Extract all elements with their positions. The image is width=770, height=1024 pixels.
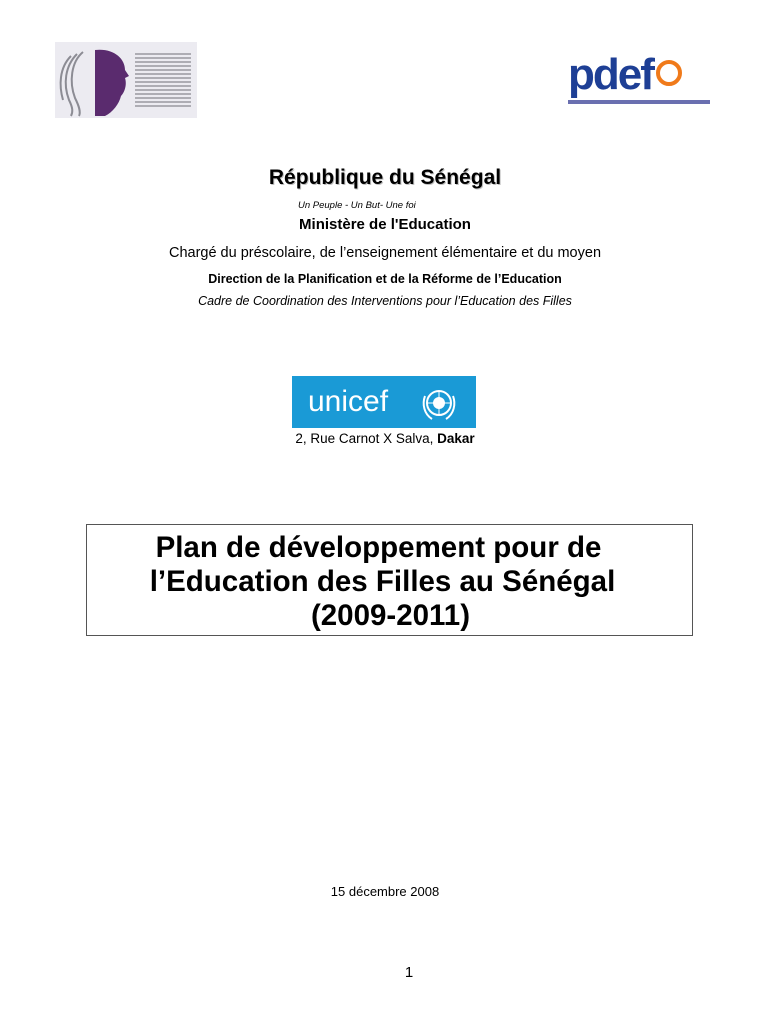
document-title-box (86, 524, 693, 636)
address-street: 2, Rue Carnot X Salva, (295, 431, 438, 446)
document-title-line-2: l’Education des Filles au Sénégal (149, 565, 616, 598)
ministry-charge: Chargé du préscolaire, de l’enseignement élémentaire et du moyen (168, 245, 602, 261)
direction-name: Direction de la Planification et de la Réforme de l’Education (208, 272, 562, 286)
pdef-logo-text: pdef (568, 50, 653, 99)
address-city: Dakar (437, 431, 475, 446)
pdef-accent-icon (654, 58, 684, 88)
ministry-name: Ministère de l'Education (299, 216, 471, 233)
ministry-logo (55, 42, 197, 118)
page-number: 1 (404, 964, 414, 981)
document-date: 15 décembre 2008 (330, 884, 440, 899)
country-title: République du Sénégal (268, 166, 502, 189)
address (0, 431, 770, 446)
unicef-logo-text: unicef (308, 385, 389, 418)
pdef-tagline-bar (568, 100, 710, 104)
national-motto: Un Peuple - Un But- Une foi (298, 200, 416, 211)
unicef-emblem-icon (420, 384, 458, 422)
unicef-logo (292, 376, 476, 428)
document-title-line-3: (2009-2011) (310, 599, 471, 632)
document-title-line-1: Plan de développement pour de (155, 531, 602, 564)
pdef-logo (566, 52, 712, 110)
coordination-framework: Cadre de Coordination des Interventions pour l’Education des Filles (198, 294, 572, 308)
ministry-profile-emblem-icon (55, 42, 197, 118)
